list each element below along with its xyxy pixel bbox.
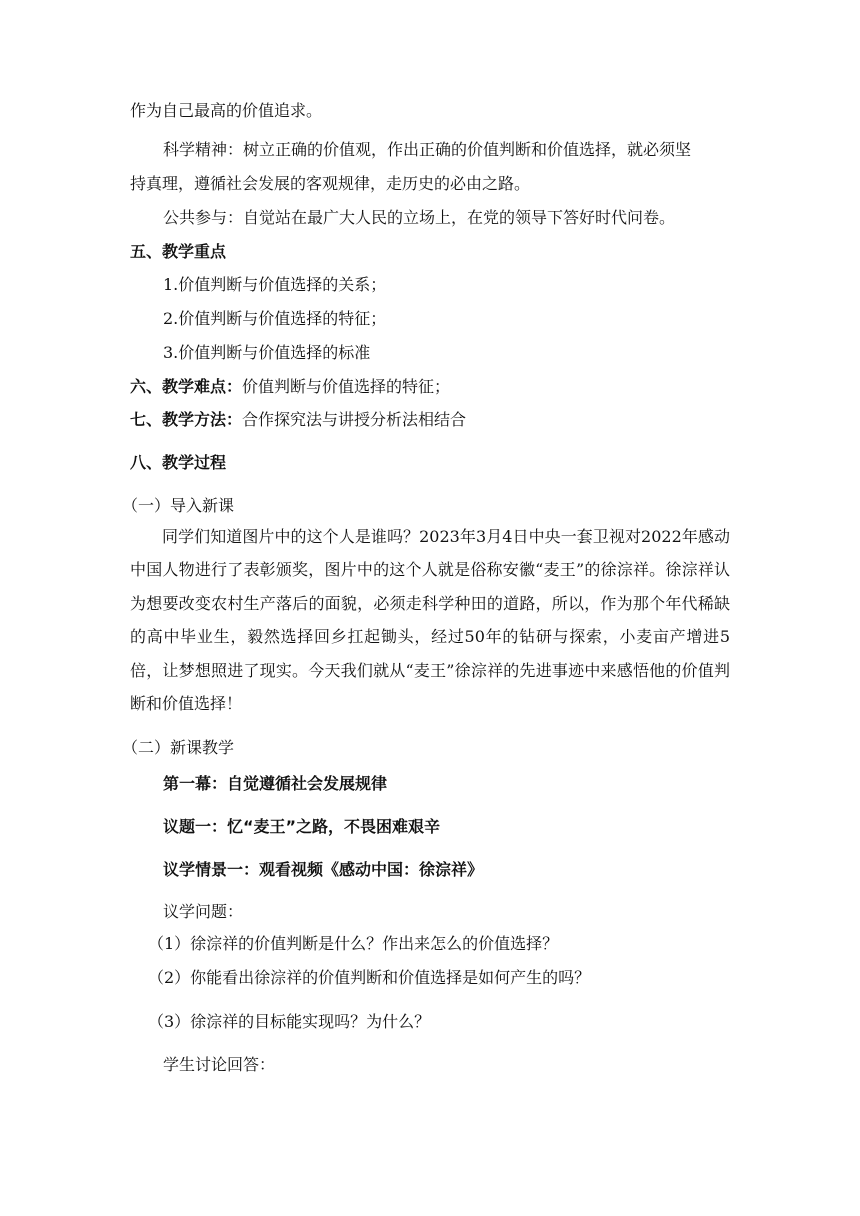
science-spirit-line-1: 科学精神：树立正确的价值观，作出正确的价值判断和价值选择，就必须坚 (163, 140, 692, 159)
question-item: （3）徐淙祥的目标能实现吗？为什么？ (148, 1012, 431, 1031)
section-7-line (130, 409, 466, 431)
section-7-text: 合作探究法与讲授分析法相结合 (242, 410, 467, 429)
section-6-label: 六、教学难点： (130, 377, 243, 396)
topic-one-heading: 议题一：忆“麦王”之路，不畏困难艰辛 (163, 817, 441, 836)
key-point-item: 2.价值判断与价值选择的特征； (163, 309, 387, 328)
section-7-label: 七、教学方法： (130, 410, 243, 429)
section-5-heading: 五、教学重点 (130, 242, 227, 261)
public-participation-line: 公共参与：自觉站在最广大人民的立场上，在党的领导下答好时代问卷。 (163, 208, 676, 227)
section-8-heading: 八、教学过程 (130, 453, 227, 472)
section-6-text: 价值判断与价值选择的特征； (242, 377, 451, 396)
key-point-item: 1.价值判断与价值选择的关系； (163, 275, 387, 294)
part-1-heading: （一）导入新课 (122, 496, 235, 515)
section-6-line (130, 376, 450, 398)
act-one-heading: 第一幕：自觉遵循社会发展规律 (163, 774, 388, 793)
scene-one-heading: 议学情景一：观看视频《感动中国：徐淙祥》 (163, 860, 484, 879)
intro-paragraph: 同学们知道图片中的这个人是谁吗？2023年3月4日中央一套卫视对2022年感动中国人物进行了表彰颁奖，图片中的这个人就是俗称安徽“麦王”的徐淙祥。徐淙祥认为想要改变农村生产落后的面貌，必须走科学种田的道路，所以，作为那个年代稀缺的高中毕业生，毅然选择回乡扛起锄头，经过50年的钻研与探索，小麦亩产增进5倍，让梦想照进了现实。今天我们就从“麦王”徐淙祥的先进事迹中来感悟他的价值判断和价值选择！ (130, 527, 730, 714)
question-item: （2）你能看出徐淙祥的价值判断和价值选择是如何产生的吗？ (148, 968, 591, 987)
science-spirit-line-2: 持真理，遵循社会发展的客观规律，走历史的必由之路。 (130, 174, 531, 193)
part-2-heading: （二）新课教学 (122, 738, 235, 757)
question-item: （1）徐淙祥的价值判断是什么？作出来怎么的价值选择？ (148, 934, 559, 953)
discussion-label: 学生讨论回答： (163, 1055, 276, 1074)
key-point-item: 3.价值判断与价值选择的标准 (163, 343, 371, 362)
continuation-line: 作为自己最高的价值追求。 (130, 101, 323, 120)
questions-label: 议学问题： (163, 902, 244, 921)
